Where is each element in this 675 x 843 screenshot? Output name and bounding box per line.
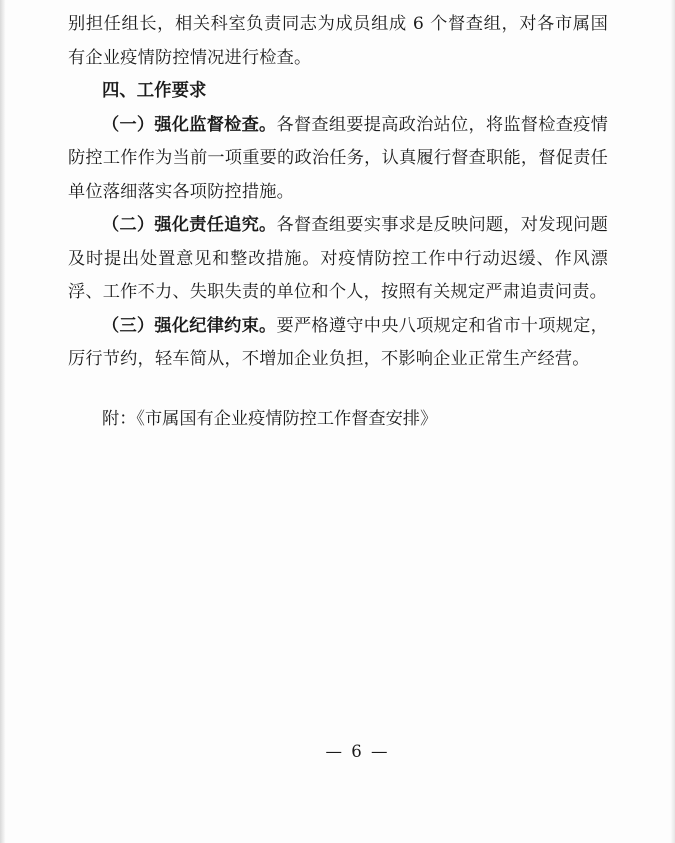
page-number-value: — 6 — <box>325 742 390 761</box>
page-right-edge-shadow <box>670 0 675 843</box>
numbered-item-three-lead: （三）强化纪律约束。 <box>102 315 277 336</box>
section-heading-work-requirements: 四、工作要求 <box>102 81 207 101</box>
numbered-item-one <box>68 109 608 210</box>
numbered-item-two-text: 各督查组要实事求是反映问题，对发现问题及时提出处置意见和整改措施。对疫情防控工作中行动迟缓、作风漂浮、工作不力、失职失责的单位和个人，按照有关规定严肃追责问责。 <box>68 215 608 302</box>
page-left-edge-shadow <box>0 0 6 843</box>
page-number-footer <box>0 742 675 761</box>
numbered-item-one-lead: （一）强化监督检查。 <box>102 114 277 135</box>
numbered-item-two-lead: （二）强化责任追究。 <box>102 215 277 235</box>
numbered-item-two <box>68 209 608 310</box>
numbered-item-three-text: 要严格遵守中央八项规定和省市十项规定，厉行节约，轻车简从，不增加企业负担，不影响企业正常生产经营。 <box>68 315 608 369</box>
paragraph-continued: 别担任组长，相关科室负责同志为成员组成 6 个督查组，对各市属国有企业疫情防控情况进行检查。 <box>68 14 608 68</box>
document-body <box>68 8 608 436</box>
vertical-spacer <box>68 377 608 403</box>
numbered-item-three <box>68 310 608 377</box>
numbered-item-one-text: 各督查组要提高政治站位，将监督检查疫情防控工作作为当前一项重要的政治任务，认真履行督查职能，督促责任单位落细落实各项防控措施。 <box>68 114 608 202</box>
attachment-line: 附：《市属国有企业疫情防控工作督查安排》 <box>102 408 438 429</box>
